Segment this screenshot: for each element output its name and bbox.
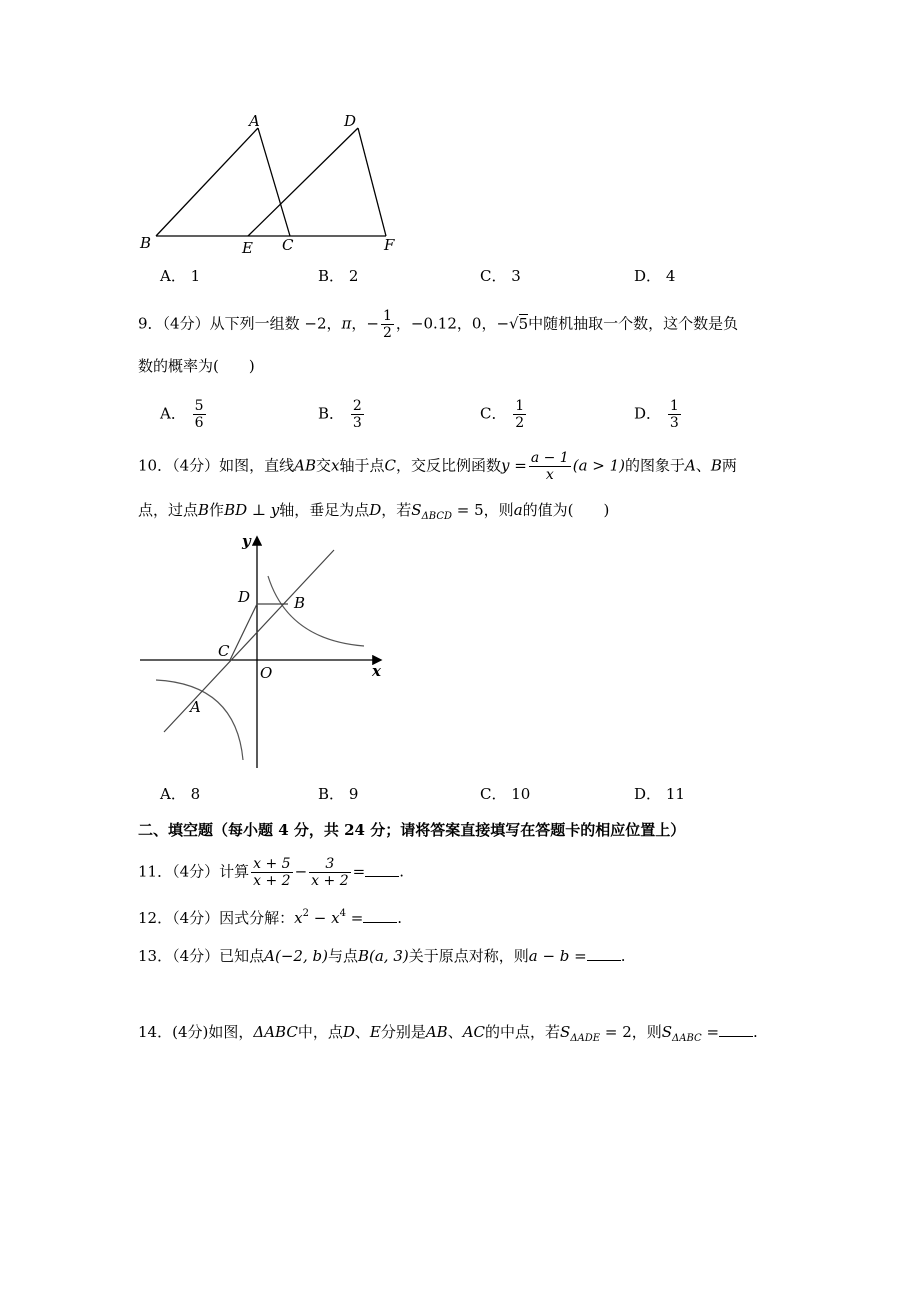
hyperbola-branch-2 (156, 680, 243, 760)
question-11: 11．（4分）计算 $\frac{x + 5}{x + 2}$ − $\frac{3}{x + 2}$ = . (138, 856, 404, 889)
q12-answer-blank[interactable] (363, 908, 397, 923)
q9-option-b[interactable]: B． $\frac{2}{3}$ (318, 398, 362, 431)
q14-answer-blank[interactable] (719, 1022, 753, 1037)
question-13: 13．（4分）已知点A(−2, b)与点B(a, 3)关于原点对称，则a − b = . (138, 947, 626, 965)
label-c: C (218, 642, 230, 660)
q10-option-b[interactable]: B． 9 (318, 785, 359, 803)
label-c: C (282, 236, 294, 254)
triangles-figure (130, 108, 410, 258)
question-12: 12．（4分）因式分解：$x^2 - x^4$ = . (138, 908, 403, 927)
question-14: 14．(4分)如图，ΔABC中，点D、E分别是AB、AC的中点，若$S_{\Delta ADE} = 2$，则$S_{\Delta ABC}$ = . (138, 1023, 758, 1044)
segment-dc (230, 604, 257, 660)
q13-answer-blank[interactable] (587, 946, 621, 961)
q8-option-b[interactable]: B． 2 (318, 267, 359, 285)
q10-option-d[interactable]: D． 11 (634, 785, 685, 803)
q11-answer-blank[interactable] (365, 862, 399, 877)
q10-option-a[interactable]: A． 8 (160, 785, 201, 803)
q10-option-c[interactable]: C． 10 (480, 785, 531, 803)
q9-option-d[interactable]: D． $\frac{1}{3}$ (634, 398, 679, 431)
label-o: O (260, 664, 273, 682)
inverse-function-graph (138, 532, 390, 772)
section-2-heading: 二、填空题（每小题 4 分，共 24 分；请将答案直接填写在答题卡的相应位置上） (138, 821, 686, 839)
segment-ed (248, 128, 358, 236)
label-d: D (344, 112, 357, 130)
label-e: E (242, 239, 253, 257)
label-a: A (249, 112, 260, 130)
question-9-line2: 数的概率为( ) (138, 357, 255, 375)
segment-ac (258, 128, 290, 236)
segment-ba (156, 128, 258, 236)
q8-option-d[interactable]: D． 4 (634, 267, 676, 285)
q8-option-c[interactable]: C． 3 (480, 267, 521, 285)
q9-option-a[interactable]: A． $\frac{5}{6}$ (160, 398, 204, 431)
label-d: D (238, 588, 251, 606)
label-x: x (372, 662, 381, 680)
label-b: B (140, 234, 152, 252)
label-y: y (242, 532, 251, 550)
question-9: 9．（4分）从下列一组数 −2，π，− $\frac{1}{2}$ ，−0.12，0，−√5中随机抽取一个数，这个数是负 (138, 308, 739, 341)
segment-df (358, 128, 386, 236)
question-10-line2: 点，过点B作BD ⊥ y轴，垂足为点D，若$S_{\Delta BCD} = 5$，则a的值为( ) (138, 501, 610, 522)
question-10: 10．（4分）如图，直线AB交x轴于点C，交反比例函数y = $\frac{a - 1}{x}$ (a > 1)的图象于A、B两 (138, 450, 737, 483)
label-b: B (294, 594, 306, 612)
label-a: A (190, 698, 201, 716)
q8-option-a[interactable]: A． 1 (160, 267, 201, 285)
hyperbola-branch-1 (268, 576, 364, 646)
label-f: F (384, 236, 395, 254)
q9-option-c[interactable]: C． $\frac{1}{2}$ (480, 398, 525, 431)
